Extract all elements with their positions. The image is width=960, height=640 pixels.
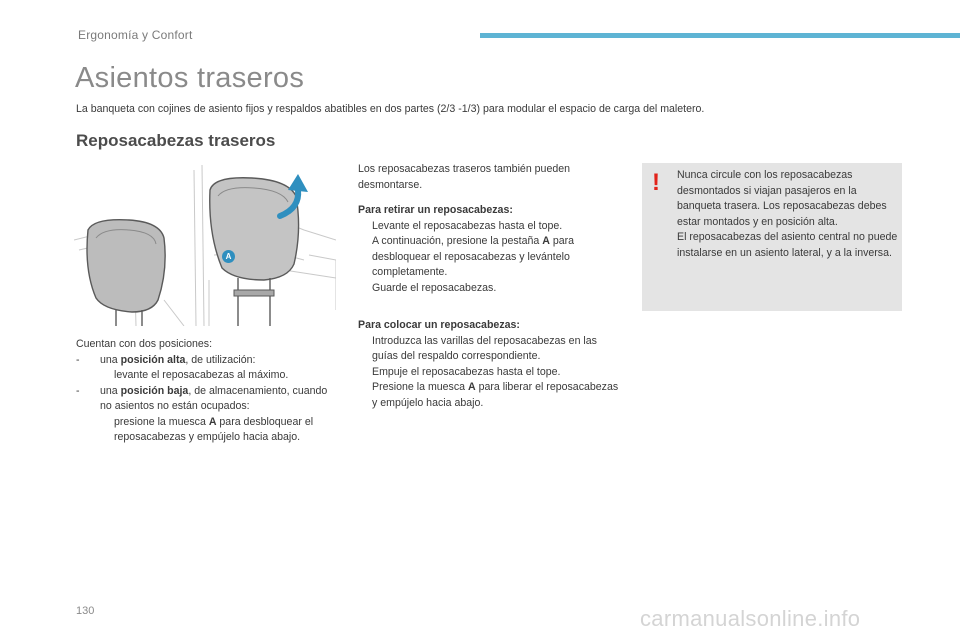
- install-step-2: [358, 365, 624, 381]
- position-high: [76, 353, 338, 369]
- page-title: Asientos traseros: [75, 62, 305, 94]
- install-step-3-bold: A: [467, 381, 476, 393]
- install-title: Para colocar un reposacabezas:: [358, 319, 520, 331]
- section-header: Ergonomía y Confort: [78, 28, 193, 42]
- dash-marker: -: [76, 353, 80, 366]
- position-low-step: [76, 415, 338, 446]
- position-low-step-post: para desbloquear el reposacabezas y empújelo hacia abajo.: [114, 415, 314, 443]
- warning-text: [677, 168, 899, 261]
- page-number: 130: [76, 605, 95, 617]
- install-step-1-text: Introduzca las varillas del reposacabezas en las guías del respaldo correspondiente.: [372, 334, 597, 362]
- remove-step-2-post: para desbloquear el reposacabezas y levántelo completamente.: [372, 235, 575, 278]
- positions-intro: Cuentan con dos posiciones:: [76, 338, 213, 350]
- remove-step-1: [358, 219, 624, 235]
- install-step-3: [358, 380, 624, 411]
- headrest-illustration: [74, 160, 336, 326]
- intro-text: La banqueta con cojines de asiento fijos y respaldos abatibles en dos partes (2/3 -1/3) para modular el espacio de carga del maletero.: [76, 103, 705, 115]
- remove-step-3-text: Guarde el reposacabezas.: [372, 281, 497, 294]
- headrest-illustration-svg: [74, 160, 336, 326]
- position-low: [76, 384, 338, 415]
- install-step-3-pre: Presione la muesca: [372, 381, 468, 393]
- install-step-2-text: Empuje el reposacabezas hasta el tope.: [372, 365, 561, 378]
- dash-marker: -: [76, 384, 80, 397]
- remove-step-1-text: Levante el reposacabezas hasta el tope.: [372, 219, 563, 232]
- label-a-marker: [222, 250, 235, 263]
- remove-step-2-bold: A: [542, 235, 550, 247]
- warning-text-1: Nunca circule con los reposacabezas desmontados si viajan pasajeros en la banqueta trasera. Los reposacabezas debes estar montados y en posición alta.: [677, 169, 887, 228]
- warning-box: [642, 163, 902, 311]
- install-step-1: [358, 334, 624, 365]
- position-low-step-bold: A: [208, 415, 217, 428]
- position-low-pre: una: [100, 384, 121, 397]
- warning-text-2: El reposacabezas del asiento central no puede instalarse en un asiento lateral, y a la inversa.: [677, 231, 898, 259]
- position-low-step-pre: presione la muesca: [114, 415, 209, 428]
- section-subtitle: Reposacabezas traseros: [76, 131, 276, 150]
- left-column: [76, 337, 338, 446]
- watermark: carmanualsonline.info: [640, 606, 861, 631]
- middle-column: [358, 162, 624, 411]
- position-high-pre: una: [100, 353, 121, 366]
- remove-step-2-pre: A continuación, presione la pestaña: [372, 235, 543, 247]
- remove-step-3: [358, 281, 624, 297]
- remove-title: Para retirar un reposacabezas:: [358, 204, 513, 216]
- position-high-post: , de utilización:: [185, 353, 256, 366]
- label-a-text: A: [225, 252, 232, 261]
- removable-intro: Los reposacabezas traseros también pueden desmontarse.: [358, 163, 571, 191]
- position-high-step-text: levante el reposacabezas al máximo.: [114, 369, 289, 381]
- remove-step-2: [358, 234, 624, 281]
- position-high-bold: posición alta: [120, 353, 186, 366]
- position-low-bold: posición baja: [120, 384, 189, 397]
- position-low-post: , de almacenamiento, cuando no asientos no están ocupados:: [100, 384, 328, 412]
- header-accent-bar: [480, 33, 960, 38]
- warning-icon: !: [652, 169, 660, 196]
- install-step-3-post: para liberar el reposacabezas y empújelo hacia abajo.: [372, 381, 619, 409]
- position-high-step: [76, 368, 338, 384]
